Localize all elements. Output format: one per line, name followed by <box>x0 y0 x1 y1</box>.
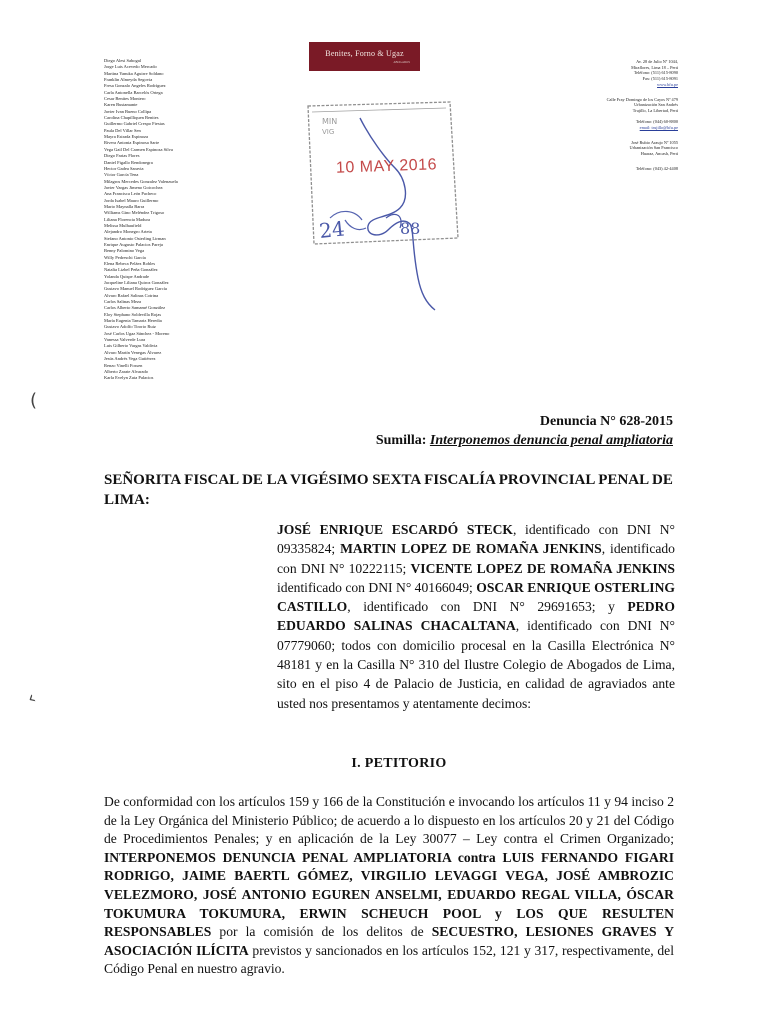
complainant-4: OSCAR ENRIQUE OSTERLING CASTILLO <box>277 579 675 615</box>
lawyer-name: Vega Gail Del Carmen Espinoza Silva <box>104 146 173 152</box>
reception-stamp <box>300 98 470 318</box>
office-line: José Rubio Araujo Nº 1055 <box>631 139 678 145</box>
svg-text:VIG: VIG <box>322 128 335 136</box>
lawyer-name: Vanessa Valverde Lura <box>104 337 146 343</box>
lawyer-name: Carlos Alberto Samamé González <box>104 305 166 311</box>
firm-logo-name: Benites, Forno & Ugaz <box>325 49 404 58</box>
intro-text-2: , identificado con DNI N° 10222115; <box>277 541 675 576</box>
lawyer-name: Guillermo Gabriel Crespo Fiestas <box>104 121 165 127</box>
lawyer-name: Hector Gadea Saravia <box>104 165 144 171</box>
office-line: Calle Fray Domingo de los Cayos Nº 479 <box>606 96 678 102</box>
addressee: SEÑORITA FISCAL DE LA VIGÉSIMO SEXTA FISCALÍA PROVINCIAL PENAL DE LIMA: <box>104 472 673 508</box>
lawyer-name: Karla Evelyn Zuta Palacios <box>104 375 154 381</box>
svg-text:88: 88 <box>400 219 421 238</box>
section-title-petitorio: I. PETITORIO <box>351 756 447 771</box>
lawyer-name: Willy Pedreschi García <box>104 254 146 260</box>
lawyer-name: Liliana Florencia Madura <box>104 216 150 222</box>
lawyer-name: Diego Alesi Sabogal <box>104 58 141 63</box>
complainant-2: MARTIN LOPEZ DE ROMAÑA JENKINS <box>340 541 602 557</box>
complainant-1: JOSÉ ENRIQUE ESCARDÓ STECK <box>277 522 513 537</box>
lawyer-name: Stefano Antonio Osterling Lirman <box>104 235 166 241</box>
case-number: Denuncia N° 628-2015 <box>539 414 673 429</box>
office-line: Av. 28 de Julio Nº 1044, <box>636 59 678 64</box>
office-line: Fax: (511) 615-8091 <box>642 76 678 82</box>
lawyer-name: Jorda Isabel Mauro Guillermo <box>104 197 159 203</box>
svg-text:24: 24 <box>318 216 346 243</box>
office-block <box>518 140 678 157</box>
lawyer-name: Franklin Almeyda Segovia <box>104 77 153 83</box>
lawyer-name: Fresa Gonzalo Angeles Rodríguez <box>104 83 166 89</box>
lawyer-name: Víctor García Tena <box>104 172 139 178</box>
lawyer-name: Alejandro Monegro Arteta <box>104 229 152 235</box>
intro-text-5: , identificado con DNI N° 07779060; todos con domicilio procesal en la Casilla Electrónica N° 48181 y en la Casilla N° 310 del Ilustre Colegio de Abogados de Lima, sito en el piso 4 de Palacio de Justicia, en calidad de agraviados ante usted nos presentamos y atentamente decimos: <box>277 618 675 711</box>
svg-text:MIN: MIN <box>322 117 338 126</box>
stamp-date: 10 MAY 2016 <box>335 156 438 177</box>
lawyer-name: Milagros Mercedes Gonzalez Valenzuela <box>104 178 178 184</box>
sumilla-text: Interponemos denuncia penal ampliatoria <box>429 433 673 448</box>
lawyer-name: Jorge Luis Acevedo Mercado <box>104 64 157 70</box>
lawyer-name: Luis Gilberto Vargas Valdivia <box>104 343 158 349</box>
office-line: Urbanización San Francisco <box>629 145 678 151</box>
lawyer-name: María Eugenia Tamariz Heredia <box>104 318 162 324</box>
office-line: Trujillo, La Libertad, Perú <box>632 107 678 113</box>
intro-paragraph <box>277 520 675 713</box>
lawyer-name: Yolanda Quispe Andrade <box>104 273 150 279</box>
margin-mark-icon: ‹ <box>23 687 40 710</box>
firm-logo <box>309 42 420 71</box>
office-line: Teléfono: (043) 42-4408 <box>635 165 678 171</box>
lawyer-name: Diego Farias Flores <box>104 153 140 159</box>
office-block <box>518 59 678 88</box>
office-link[interactable]: email: trujillo@bfu.pe <box>639 125 678 131</box>
lawyer-name: Williams Gino Meléndez Trigoso <box>104 210 165 216</box>
office-line: Huaraz, Ancash, Perú <box>640 151 678 157</box>
margin-mark-icon: ( <box>30 390 38 411</box>
lawyer-name: Carla Antonella Barcelós Ortega <box>104 89 163 95</box>
lawyer-name: Elena Rebeca Peláez Robles <box>104 261 156 266</box>
intro-text-3: identificado con DNI N° 40166049; <box>277 579 477 595</box>
office-line: Teléfono: (044) 60-8800 <box>635 119 678 125</box>
lawyer-name: Gustavo Adolfo Tirorio Ruiz <box>104 324 156 330</box>
office-addresses <box>518 59 678 181</box>
lawyer-name: Karen Bustamante <box>104 102 138 108</box>
lawyer-name: Benny Palomino Vega <box>104 248 145 254</box>
petitorio-bold-2: SECUESTRO, LESIONES GRAVES Y ASOCIACIÓN ILÍCITA <box>104 924 675 958</box>
lawyer-name: Alvaro Martín Venegas Álvarez <box>104 349 162 355</box>
lawyer-name: Daniel Figallo Rendonegra <box>104 159 153 165</box>
lawyer-name: Martina Yanuka Aguirre Soldano <box>104 70 164 76</box>
complainant-3: VICENTE LOPEZ DE ROMAÑA JENKINS <box>410 560 675 576</box>
petitorio-text-1: De conformidad con los artículos 159 y 166 de la Constitución e invocando los artículos 11 y 94 inciso 2 de la Ley Orgánica del Ministerio Público; de acuerdo a lo dispuesto en los artículos 20 y 21 del Código de Procedimientos Penales; y en aplicación de la Ley 30077 – Ley contra el Crimen Organizado; <box>104 794 674 847</box>
lawyer-name: José Carlos Ugaz Sánchez - Moreno <box>104 330 170 336</box>
sumilla-label: Sumilla: <box>375 433 427 448</box>
lawyer-name: Renzo Vinelli Fossen <box>104 362 143 368</box>
lawyer-name: Alvaro Rafael Salinas Cotrina <box>104 292 159 298</box>
lawyer-name: Mayra Estrada Espinoza <box>104 134 148 140</box>
lawyer-name: Natalia Lizbel Peña González <box>104 267 158 273</box>
lawyer-name: Ana Francisca León Pacheco <box>104 191 157 197</box>
lawyer-name: Gustavo Manuel Rodríguez García <box>104 286 167 292</box>
lawyer-name: Carolina Chapilliquen Benites <box>104 115 159 121</box>
office-block <box>518 166 678 172</box>
lawyer-name: Cesar Benites Montero <box>104 96 146 102</box>
petitorio-text-2: por la comisión de los delitos de <box>211 924 432 940</box>
firm-logo-sub: ABOGADOS <box>393 60 410 64</box>
sumilla <box>376 433 673 449</box>
petitorio-text-3: previstos y sancionados en los artículos 152, 121 y 317, respectivamente, del Código Penal en nuestro agravio. <box>104 942 674 977</box>
petitorio-bold-1: INTERPONEMOS DENUNCIA PENAL AMPLIATORIA contra LUIS FERNANDO FIGARI RODRIGO, JAIME BAERTL GÓMEZ, VIRGILIO LEVAGGI VEGA, JOSÉ AMBROZIC VELEZMORO, JOSÉ ANTONIO EGUREN ANSELMI, EDUARDO REGAL VILLA, ÓSCAR TOKUMURA TOKUMURA, ERWIN SCHEUCH POOL y LOS QUE RESULTEN RESPONSABLES <box>104 849 674 940</box>
lawyer-name: Carlos Salinas Meza <box>104 299 141 305</box>
lawyer-name: Paula Del Villar Sen <box>104 127 141 133</box>
lawyer-name: Jacqueline Liliana Quiroz González <box>104 280 169 286</box>
office-line: Teléfono: (511) 615-8090 <box>633 70 678 76</box>
lawyer-name: Alberto Zarate Alvarado <box>104 368 148 374</box>
lawyer-name: Rivera Antonia Espinosa Sarte <box>104 140 160 146</box>
complainant-5: PEDRO EDUARDO SALINAS CHACALTANA <box>277 599 675 634</box>
lawyer-name: Javier Vargas Jimeno Goicochea <box>104 184 163 190</box>
lawyer-name: Javier Ivan Bueno Collipa <box>104 108 152 114</box>
office-line: Urbanización San Andrés <box>634 102 678 108</box>
intro-text-1: , identificado con DNI N° 09335824; <box>277 522 675 557</box>
office-block <box>518 97 678 131</box>
lawyer-name: Mario Maynalla Barra <box>104 203 145 209</box>
lawyer-name: Jesús Andrés Vega Gutiérrez <box>104 356 156 362</box>
petitorio-paragraph <box>104 793 674 979</box>
intro-text-4: , identificado con DNI N° 29691653; y <box>347 599 628 615</box>
office-link[interactable]: www.bfu.pe <box>657 81 678 87</box>
office-line: Miraflores, Lima 18 – Perú <box>631 64 678 70</box>
lawyer-name: Melissa Mulhaufield <box>104 222 142 228</box>
lawyer-name: Enrique Augusto Palacios Pareja <box>104 241 163 247</box>
lawyer-name: Eloy Stephano Soldevilla Rojas <box>104 311 162 317</box>
lawyer-list <box>104 58 234 382</box>
